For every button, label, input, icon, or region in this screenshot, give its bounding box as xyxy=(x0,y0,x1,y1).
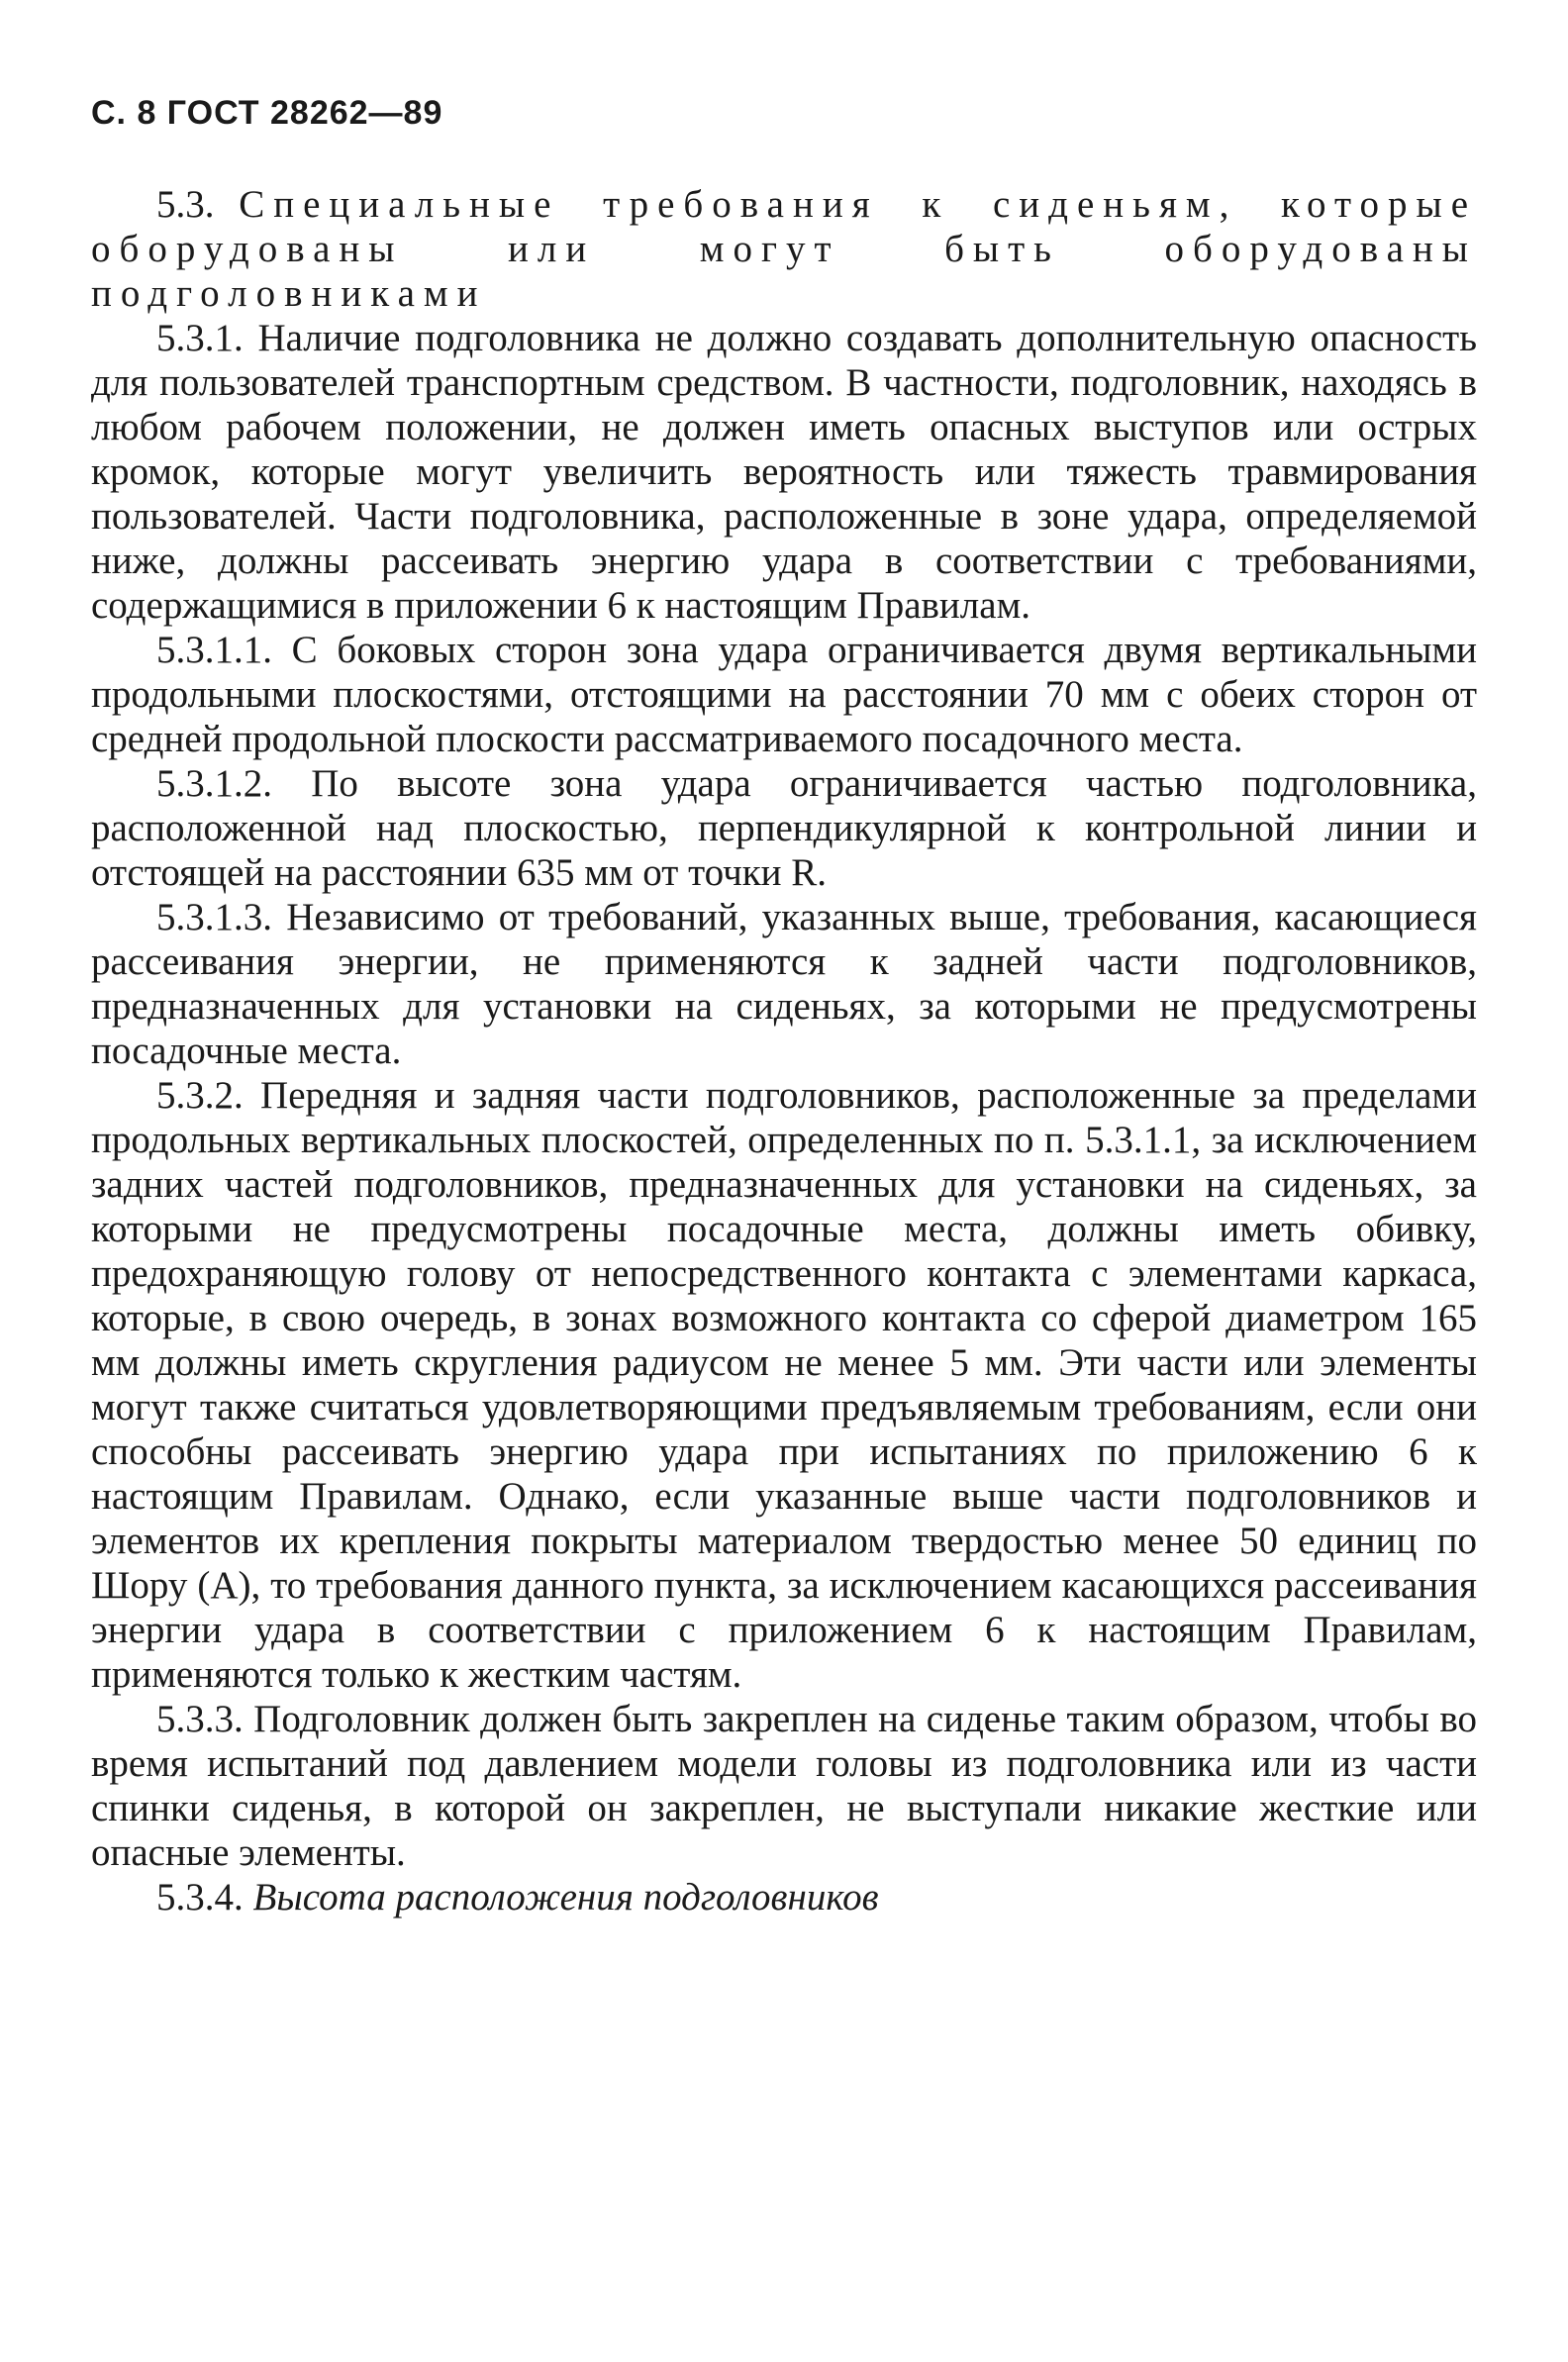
paragraph-5-3-1-1: 5.3.1.1. С боковых сторон зона удара ограничивается двумя вертикальными продольными плоскостями, отстоящими на расстоянии 70 мм с обеих сторон от средней продольной плоскости рассматриваемого посадочного места. xyxy=(91,629,1477,760)
item-number: 5.3.4. xyxy=(156,1876,244,1919)
running-head: С. 8 ГОСТ 28262—89 xyxy=(91,94,443,132)
paragraph-5-3-1-2: 5.3.1.2. По высоте зона удара ограничивается частью подголовника, расположенной над плоскостью, перпендикулярной к контрольной линии и отстоящей на расстоянии 635 мм от точки R. xyxy=(91,762,1477,894)
paragraph-5-3-3: 5.3.3. Подголовник должен быть закреплен на сиденье таким образом, чтобы во время испытаний под давлением модели головы из подголовника или из части спинки сиденья, в которой он закреплен, не выступали никакие жесткие или опасные элементы. xyxy=(91,1698,1477,1874)
document-page xyxy=(91,94,1477,1919)
body-text xyxy=(91,182,1477,1919)
paragraph-5-3-1: 5.3.1. Наличие подголовника не должно создавать дополнительную опасность для пользователей транспортным средством. В частности, подголовник, находясь в любом рабочем положении, не должен иметь опасных выступов или острых кромок, которые могут увеличить вероятность или тяжесть травмирования пользователей. Части подголовника, расположенные в зоне удара, определяемой ниже, должны рассеивать энергию удара в соответствии с требованиями, содержащимися в приложении 6 к настоящим Правилам. xyxy=(91,317,1477,627)
item-title: Высота расположения подголовников xyxy=(252,1876,879,1919)
paragraph-5-3-1-3: 5.3.1.3. Независимо от требований, указанных выше, требования, касающиеся рассеивания энергии, не применяются к задней части подголовников, предназначенных для установки на сиденьях, за которыми не предусмотрены посадочные места. xyxy=(91,896,1477,1072)
paragraph-5-3-4 xyxy=(91,1875,1477,1919)
section-title: Специальные требования к сиденьям, которые оборудованы или могут быть оборудованы подголовниками xyxy=(91,183,1477,315)
paragraph-5-3-2: 5.3.2. Передняя и задняя части подголовников, расположенные за пределами продольных вертикальных плоскостей, определенных по п. 5.3.1.1, за исключением задних частей подголовников, предназначенных для установки на сиденьях, за которыми не предусмотрены посадочные места, должны иметь обивку, предохраняющую голову от непосредственного контакта с элементами каркаса, которые, в свою очередь, в зонах возможного контакта со сферой диаметром 165 мм должны иметь скругления радиусом не менее 5 мм. Эти части или элементы могут также считаться удовлетворяющими предъявляемым требованиям, если они способны рассеивать энергию удара при испытаниях по приложению 6 к настоящим Правилам. Однако, если указанные выше части подголовников и элементов их крепления покрыты материалом твердостью менее 50 единиц по Шору (А), то требования данного пункта, за исключением касающихся рассеивания энергии удара в соответствии с приложением 6 к настоящим Правилам, применяются только к жестким частям. xyxy=(91,1074,1477,1696)
section-number: 5.3. xyxy=(156,183,240,226)
section-heading xyxy=(91,182,1477,316)
